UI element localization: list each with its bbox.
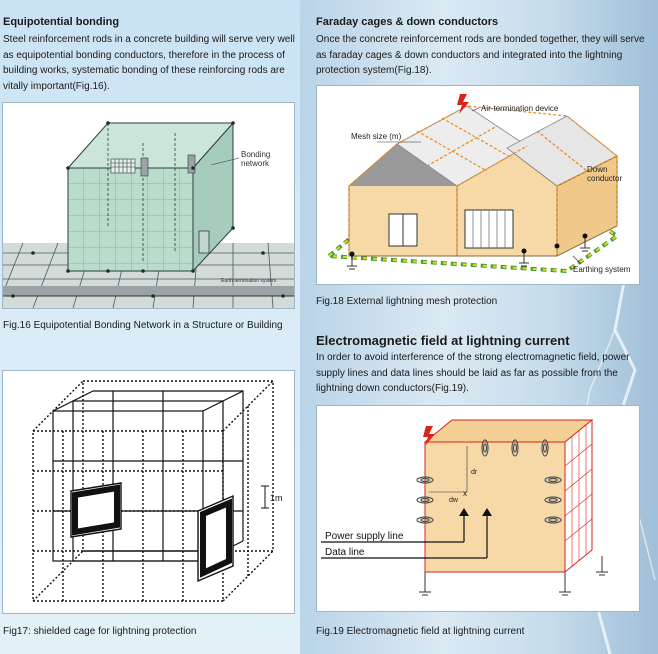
conductor-label: conductor <box>587 174 623 183</box>
mesh-size-label: Mesh size (m) <box>351 132 402 141</box>
power-supply-line-label: Power supply line <box>325 531 404 542</box>
figure-16-bonding-network <box>2 102 295 309</box>
figure-17-caption: Fig17: shielded cage for lightning protection <box>3 626 197 637</box>
down-label: Down <box>587 165 608 174</box>
section-equipotential-title: Equipotential bonding <box>3 16 120 28</box>
dw-label: dw <box>449 497 458 504</box>
earthing-system-label: Earthing system <box>573 265 631 274</box>
network-label: network <box>241 159 270 168</box>
earth-termination-label: Earth termination system <box>221 278 277 284</box>
data-line-label: Data line <box>325 547 365 558</box>
section-em-field-text: In order to avoid interference of the strong electromagnetic field, power supply lines and data lines should be laid as far as possible from the lightning down conductors(Fig.19). <box>316 352 630 394</box>
section-faraday-text: Once the concrete reinforcement rods are bonded together, they will serve as faraday cages & down conductors and integrated into the lightning protection system(Fig.18). <box>316 34 645 76</box>
bonding-network-illustration <box>3 103 294 308</box>
em-field-illustration <box>317 406 639 611</box>
figure-18-caption: Fig.18 External lightning mesh protection <box>316 296 498 307</box>
bonding-label: Bonding <box>241 150 271 159</box>
figure-16-caption: Fig.16 Equipotential Bonding Network in a Structure or Building <box>3 320 283 331</box>
section-faraday-title: Faraday cages & down conductors <box>316 16 499 28</box>
shielded-cage-illustration <box>3 371 294 613</box>
x-marker-label: x <box>463 489 467 498</box>
one-meter-label: 1m <box>270 493 283 503</box>
figure-17-shielded-cage <box>2 370 295 614</box>
mesh-protection-illustration <box>317 86 639 284</box>
figure-19-caption: Fig.19 Electromagnetic field at lightning current <box>316 626 525 637</box>
figure-19-em-field <box>316 405 640 612</box>
air-termination-label: Air-termination device <box>481 104 559 113</box>
figure-18-mesh-protection <box>316 85 640 285</box>
dr-label: dr <box>471 469 478 476</box>
section-em-field-title: Electromagnetic field at lightning current <box>316 333 570 348</box>
section-equipotential-text: Steel reinforcement rods in a concrete building will serve very well as equipotential bonding conductors, therefore in the process of building works, systematic bonding of these reinforcing rods are vitally important(Fig.16). <box>3 34 295 92</box>
